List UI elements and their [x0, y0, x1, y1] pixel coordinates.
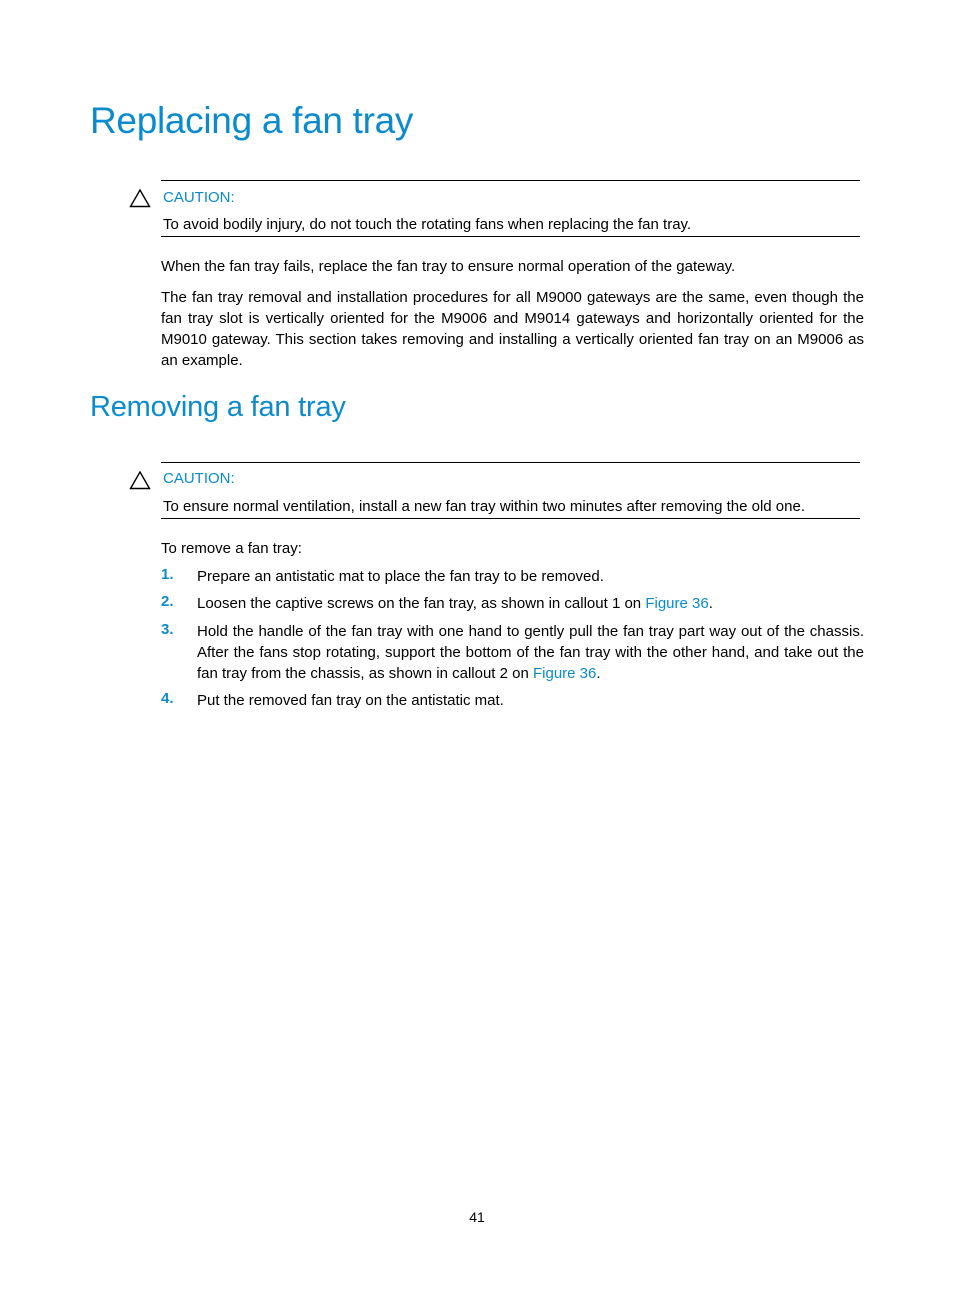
caution-top-rule	[161, 180, 860, 181]
step-number: 4.	[161, 690, 174, 707]
step-text	[197, 593, 864, 614]
step-text	[197, 621, 864, 684]
step-text: Put the removed fan tray on the antistatic mat.	[197, 692, 504, 709]
page-number: 41	[469, 1209, 485, 1225]
caution-text: To ensure normal ventilation, install a new fan tray within two minutes after removing the old one.	[163, 498, 805, 515]
warning-triangle-icon	[129, 470, 151, 490]
section-title: Removing a fan tray	[90, 391, 346, 423]
paragraph: When the fan tray fails, replace the fan tray to ensure normal operation of the gateway.	[161, 258, 736, 275]
page-title: Replacing a fan tray	[90, 100, 414, 141]
caution-text: To avoid bodily injury, do not touch the rotating fans when replacing the fan tray.	[163, 216, 692, 233]
step-text-part: .	[708, 595, 713, 612]
warning-triangle-icon	[129, 188, 151, 208]
caution-top-rule	[161, 462, 860, 463]
procedure-intro: To remove a fan tray:	[161, 540, 302, 557]
caution-label: CAUTION:	[163, 189, 235, 206]
step-text-part: Hold the handle of the fan tray with one hand to gently pull the fan tray part way out of the chassis. After the fans stop rotating, support the bottom of the fan tray with the other hand, and take out the fan tray from the chassis, as shown in callout 2 on	[197, 623, 864, 682]
step-number: 3.	[161, 621, 174, 638]
caution-bottom-rule	[161, 236, 860, 237]
paragraph: The fan tray removal and installation procedures for all M9000 gateways are the same, even though the fan tray slot is vertically oriented for the M9006 and M9014 gateways and horizontally oriented for the M9010 gateway. This section takes removing and installing a vertically oriented fan tray on an M9006 as an example.	[161, 289, 864, 369]
step-text-part: Loosen the captive screws on the fan tray, as shown in callout 1 on	[197, 595, 646, 612]
step-number: 2.	[161, 593, 174, 610]
step-text-part: .	[596, 665, 601, 682]
step-number: 1.	[161, 566, 174, 583]
step-text: Prepare an antistatic mat to place the fan tray to be removed.	[197, 568, 604, 585]
figure-link[interactable]: Figure 36	[645, 595, 709, 612]
caution-bottom-rule	[161, 518, 860, 519]
figure-link[interactable]: Figure 36	[533, 665, 597, 682]
caution-label: CAUTION:	[163, 470, 235, 487]
